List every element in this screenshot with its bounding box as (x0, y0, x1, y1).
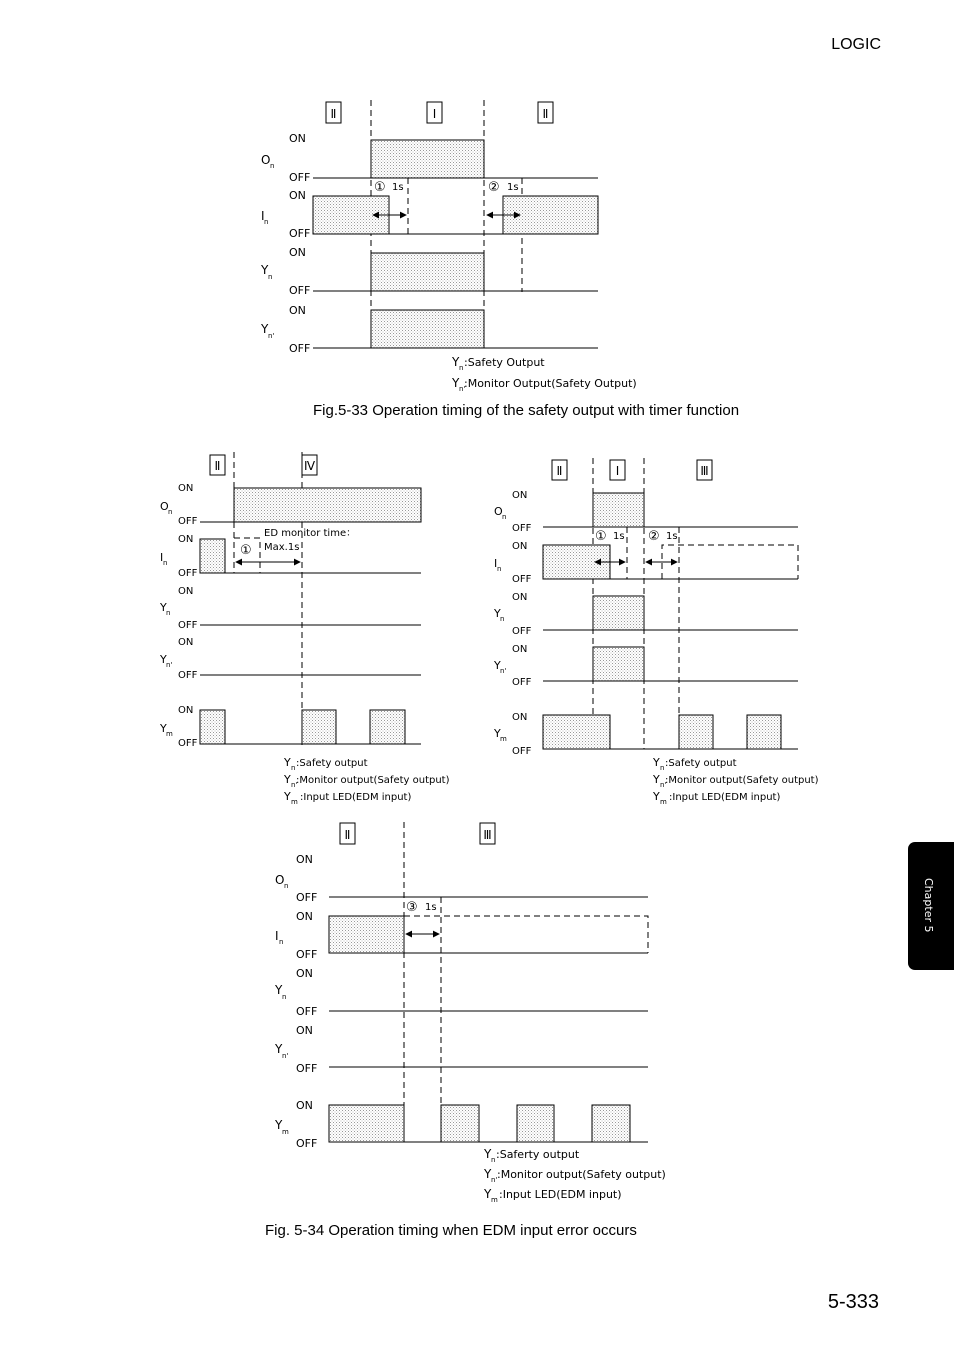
marker-3: ③ (406, 900, 418, 915)
fig34a-diagram (159, 452, 450, 806)
phase-boxes (326, 102, 553, 123)
off-label: OFF (289, 227, 311, 240)
signal-I (160, 528, 421, 579)
signal-Ym (274, 1099, 648, 1150)
on-label: ON (296, 1099, 313, 1112)
signal-subscript: n' (500, 667, 507, 675)
marker-1: ① (595, 529, 607, 544)
legend-item: :Safety output (296, 758, 368, 769)
fig34b-diagram (493, 458, 819, 806)
svg-text:Y: Y (484, 1167, 492, 1181)
on-label: ON (512, 644, 528, 655)
signal-subscript: n (497, 565, 502, 573)
svg-text:Y: Y (452, 355, 460, 369)
chapter-tab (908, 842, 954, 970)
signal-name: O (494, 505, 503, 518)
duration-label: 1s (425, 902, 437, 913)
legend-item: :Input LED(EDM input) (669, 792, 781, 803)
svg-text:n': n' (459, 385, 466, 393)
off-label: OFF (512, 746, 532, 757)
signal-subscript: n (168, 508, 173, 516)
svg-text:Y: Y (653, 790, 660, 803)
svg-text:Y: Y (284, 790, 291, 803)
svg-text:n': n' (660, 781, 667, 789)
signal-name: O (275, 873, 285, 887)
signal-Ym (493, 712, 798, 757)
signal-subscript: m (282, 1128, 289, 1136)
page-number: 5-333 (827, 1291, 879, 1313)
signal-Yn (493, 592, 798, 637)
signal-subscript: n (279, 938, 284, 946)
legend-item: :Monitor output(Safety output) (296, 775, 450, 786)
fig34-caption: Fig. 5-34 Operation timing when EDM input error occurs (265, 1222, 637, 1239)
fig33-legend (451, 355, 637, 393)
svg-text:n: n (459, 364, 464, 372)
phase-1-label: Ⅰ (615, 464, 620, 478)
on-label: ON (296, 1024, 313, 1037)
signal-subscript: n (163, 559, 168, 567)
svg-text:Y: Y (653, 756, 660, 769)
signal-name: Y (275, 1042, 283, 1056)
signal-subscript: n (268, 273, 273, 281)
signal-subscript: n' (282, 1052, 289, 1060)
signal-subscript: n (282, 993, 287, 1001)
dashed-markers (404, 822, 648, 1142)
off-label: OFF (296, 891, 318, 904)
signal-I (261, 180, 598, 240)
phase-2-label: Ⅱ (330, 107, 337, 121)
on-label: ON (178, 705, 194, 716)
signal-name: Y (275, 983, 283, 997)
on-label: ON (296, 910, 313, 923)
signal-I (494, 529, 798, 585)
signal-subscript: n (264, 218, 269, 226)
signal-subscript: n (166, 609, 171, 617)
duration-label: 1s (613, 531, 625, 542)
signal-Yn-prime (260, 304, 598, 355)
svg-text:n: n (291, 764, 296, 772)
signal-name: O (261, 153, 271, 167)
duration-label: 1s (392, 182, 404, 193)
phase-1-label: Ⅰ (432, 107, 437, 121)
fig33-diagram (260, 100, 637, 393)
signal-O (494, 490, 798, 534)
off-label: OFF (512, 626, 532, 637)
on-label: ON (512, 490, 528, 501)
on-label: ON (289, 304, 306, 317)
on-label: ON (289, 132, 306, 145)
signal-Yn (274, 967, 648, 1018)
signal-O (275, 853, 648, 904)
fig33-caption: Fig.5-33 Operation timing of the safety output with timer function (313, 402, 740, 419)
fig34c-legend (483, 1147, 666, 1204)
signal-subscript: m (500, 735, 507, 743)
off-label: OFF (289, 342, 311, 355)
on-label: ON (178, 534, 194, 545)
svg-text:n': n' (291, 781, 298, 789)
signal-O (261, 132, 598, 184)
svg-text:n: n (491, 1156, 496, 1164)
signal-subscript: n' (268, 332, 275, 340)
off-label: OFF (178, 568, 198, 579)
signal-name: I (160, 551, 164, 564)
marker-1: ① (240, 543, 252, 558)
phase-2-label: Ⅱ (344, 828, 351, 842)
fig34c-diagram (274, 822, 666, 1204)
off-label: OFF (512, 574, 532, 585)
signal-subscript: n' (166, 661, 173, 669)
signal-Yn-prime (159, 637, 421, 681)
duration-label: 1s (666, 531, 678, 542)
signal-O (160, 483, 421, 527)
phase-3-label: Ⅲ (700, 464, 709, 478)
on-label: ON (289, 189, 306, 202)
phase-boxes (210, 455, 317, 475)
legend-item: :Monitor Output(Safety Output) (464, 377, 637, 390)
phase-boxes (552, 460, 712, 480)
on-label: ON (512, 592, 528, 603)
off-label: OFF (512, 677, 532, 688)
phase-3-label: Ⅲ (483, 828, 492, 842)
section-header: LOGIC (831, 36, 881, 53)
off-label: OFF (289, 284, 311, 297)
signal-name: I (275, 929, 279, 943)
phase-2-label: Ⅱ (556, 464, 563, 478)
signal-Ym (159, 705, 421, 749)
signal-subscript: n (284, 882, 289, 890)
svg-text:Y: Y (452, 376, 460, 390)
marker-1: ① (374, 180, 386, 195)
signal-Yn (159, 586, 421, 631)
on-label: ON (289, 246, 306, 259)
signal-name: Y (494, 727, 501, 740)
on-label: ON (512, 712, 528, 723)
off-label: OFF (296, 1137, 318, 1150)
signal-name: Y (494, 659, 501, 672)
legend-item: :Safety Output (464, 356, 545, 369)
legend-item: :Monitor output(Safety output) (497, 1168, 666, 1181)
off-label: OFF (178, 516, 198, 527)
signal-subscript: m (166, 730, 173, 738)
signal-Yn (260, 246, 598, 297)
svg-text:Y: Y (653, 773, 660, 786)
legend-item: :Input LED(EDM input) (300, 792, 412, 803)
on-label: ON (178, 586, 194, 597)
ed-monitor-label: ED monitor time： (264, 528, 357, 539)
off-label: OFF (178, 670, 198, 681)
svg-text:Y: Y (284, 756, 291, 769)
on-label: ON (178, 637, 194, 648)
signal-I (275, 900, 648, 961)
signal-Yn-prime (274, 1024, 648, 1075)
signal-name: I (494, 557, 498, 570)
signal-name: O (160, 500, 169, 513)
marker-2: ② (488, 180, 500, 195)
svg-text:m: m (660, 798, 667, 806)
signal-subscript: n (502, 513, 507, 521)
svg-text:n': n' (491, 1176, 498, 1184)
signal-subscript: n (500, 615, 505, 623)
signal-name: Y (160, 653, 167, 666)
duration-label: 1s (507, 182, 519, 193)
phase-2-label: Ⅱ (214, 459, 221, 473)
svg-text:m: m (291, 798, 298, 806)
svg-text:Y: Y (484, 1187, 492, 1201)
signal-Yn-prime (493, 644, 798, 688)
fig34b-legend (652, 756, 819, 806)
legend-item: :Saferty output (496, 1148, 580, 1161)
on-label: ON (296, 967, 313, 980)
phase-2-label: Ⅱ (542, 107, 549, 121)
signal-name: Y (160, 601, 167, 614)
off-label: OFF (178, 620, 198, 631)
off-label: OFF (296, 1005, 318, 1018)
off-label: OFF (512, 523, 532, 534)
phase-4-label: Ⅳ (303, 459, 316, 473)
signal-name: Y (275, 1118, 283, 1132)
fig34a-legend (283, 756, 450, 806)
phase-boxes (340, 823, 495, 844)
marker-2: ② (648, 529, 660, 544)
on-label: ON (512, 541, 528, 552)
chapter-tab-label: Chapter 5 (922, 878, 935, 933)
signal-name: I (261, 209, 265, 223)
off-label: OFF (178, 738, 198, 749)
signal-name: Y (261, 263, 269, 277)
legend-item: :Monitor output(Safety output) (665, 775, 819, 786)
svg-text:Y: Y (284, 773, 291, 786)
off-label: OFF (289, 171, 311, 184)
on-label: ON (178, 483, 194, 494)
off-label: OFF (296, 948, 318, 961)
ed-monitor-max: Max.1s (264, 542, 300, 553)
signal-name: Y (494, 607, 501, 620)
signal-name: Y (160, 722, 167, 735)
off-label: OFF (296, 1062, 318, 1075)
signal-name: Y (261, 322, 269, 336)
on-label: ON (296, 853, 313, 866)
svg-text:m: m (491, 1196, 498, 1204)
signal-subscript: n (270, 162, 275, 170)
legend-item: :Input LED(EDM input) (499, 1188, 622, 1201)
svg-text:n: n (660, 764, 665, 772)
svg-text:Y: Y (484, 1147, 492, 1161)
legend-item: :Safety output (665, 758, 737, 769)
